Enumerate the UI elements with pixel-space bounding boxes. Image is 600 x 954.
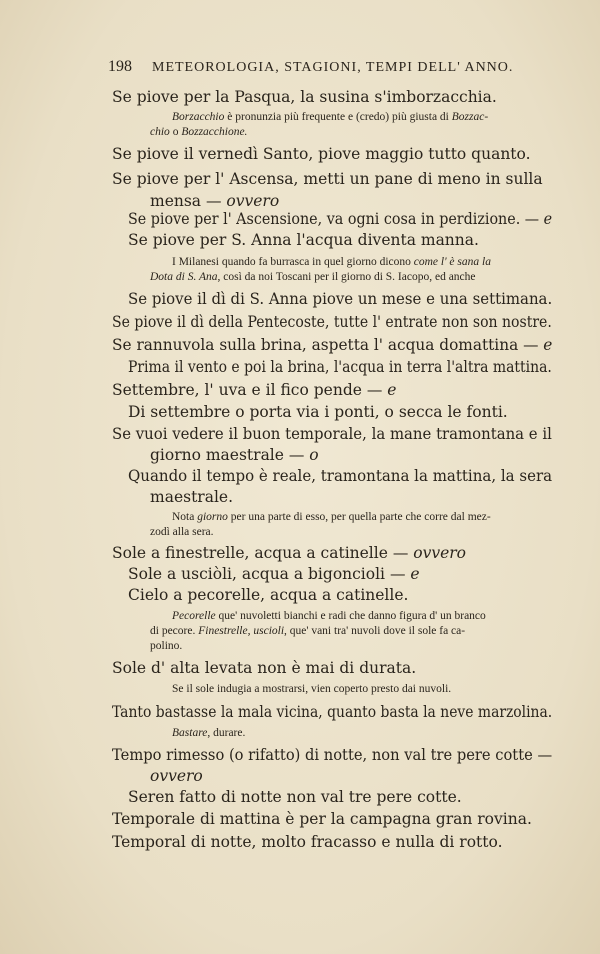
footnote-italic: Bastare [172,727,208,739]
footnote-text: , durare. [207,727,246,739]
footnote-italic: chio [150,126,170,138]
proverb-line [150,192,279,210]
footnote-text: per una parte di esso, per quella parte che corre dal mez- [227,511,491,523]
proverb-line: maestrale. [150,488,234,506]
proverb-line: Se piove per S. Anna l'acqua diventa manna. [128,231,479,249]
proverb-line: Temporal di notte, molto fracasso e nulla di rotto. [112,833,503,851]
proverb-italic: e [543,210,553,228]
footnote-italic: Bozzacchione. [181,126,248,138]
proverb-line: Cielo a pecorelle, acqua a catinelle. [128,586,409,604]
footnote-line [172,727,245,739]
proverb-text: Sole a usciòli, acqua a bigoncioli — [128,565,411,583]
proverb-line: Sole d' alta levata non è mai di durata. [112,659,417,677]
proverb-italic: e [387,381,397,399]
proverb-line [150,767,203,785]
proverb-line [112,336,552,354]
proverb-text: Se piove per l' Ascensione, va ogni cosa in perdizione. — [128,210,544,228]
proverb-line [128,565,420,583]
proverb-italic: ovvero [150,767,203,785]
footnote-italic: giorno [197,511,228,523]
footnote-line: Se il sole indugia a mostrarsi, vien coperto presto dai nuvoli. [172,683,452,695]
footnote-line [172,256,491,268]
footnote-text: , così da noi Toscani per il giorno di S. Iacopo, ed anche [217,271,476,283]
proverb-line: Temporale di mattina è per la campagna gran rovina. [112,810,532,828]
proverb-text: Se rannuvola sulla brina, aspetta l' acqua domattina — [112,336,544,354]
footnote-line: polino. [150,640,183,652]
proverb-text: mensa — [150,192,227,210]
footnote-italic: Finestrelle, uscioli [198,625,285,637]
proverb-line: Se piove per l' Ascensa, metti un pane di meno in sulla [112,170,543,188]
proverb-line: Seren fatto di notte non val tre pere cotte. [128,788,462,806]
proverb-line [112,381,396,399]
footnote-italic: Bozzac- [451,111,489,123]
footnote-line [172,111,488,123]
proverb-line: Se vuoi vedere il buon temporale, la mane tramontana e il [112,425,552,443]
footnote-text: è pronunzia più frequente e (credo) più giusta di [224,111,452,123]
proverb-line: Se piove il dì di S. Anna piove un mese e una settimana. [128,290,553,308]
proverb-line: Tempo rimesso (o rifatto) di notte, non val tre pere cotte — [112,746,553,764]
footnote-italic: Dota di S. Ana [150,271,218,283]
proverb-italic: e [410,565,420,583]
proverb-line [128,210,552,228]
proverb-italic: o [309,446,319,464]
proverb-text: Settembre, l' uva e il fico pende — [112,381,388,399]
page-number: 198 [108,58,132,75]
proverb-italic: ovvero [226,192,280,210]
proverb-line: Se piove il dì della Pentecoste, tutte l' entrate non son nostre. [112,313,552,331]
proverb-line: Quando il tempo è reale, tramontana la mattina, la sera [128,467,553,485]
footnote-text: que' nuvoletti bianchi e radi che danno figura d' un branco [215,610,486,622]
proverb-line: Prima il vento e poi la brina, l'acqua in terra l'altra mattina. [128,358,552,376]
proverb-italic: e [543,336,553,354]
footnote-line: zodì alla sera. [150,526,214,538]
footnote-italic: Borzacchio [172,111,225,123]
proverb-text: giorno maestrale — [150,446,310,464]
footnote-line [150,271,476,283]
footnote-text: di pecore. [150,625,199,637]
footnote-line [172,610,486,622]
running-title: METEOROLOGIA, STAGIONI, TEMPI DELL' ANNO. [152,60,514,75]
footnote-text: Nota [172,511,198,523]
footnote-italic: Pecorelle [172,610,216,622]
footnote-text: I Milanesi quando fa burrasca in quel giorno dicono [172,256,414,268]
proverb-line: Tanto bastasse la mala vicina, quanto basta la neve marzolina. [112,703,553,721]
proverb-line: Di settembre o porta via i ponti, o secca le fonti. [128,403,508,421]
footnote-line [150,625,465,637]
proverb-italic: ovvero [413,544,467,562]
footnote-line [172,511,491,523]
footnote-line [150,126,247,138]
proverb-line: Se piove il vernedì Santo, piove maggio tutto quanto. [112,145,531,163]
proverb-line: Se piove per la Pasqua, la susina s'imborzacchia. [112,88,497,106]
proverb-line [112,544,466,562]
footnote-text: o [169,126,182,138]
footnote-italic: come l' è sana la [413,256,491,268]
proverb-text: Sole a finestrelle, acqua a catinelle — [112,544,414,562]
proverb-line [150,446,319,464]
footnote-text: , que' vani tra' nuvoli dove il sole fa ca- [284,625,466,637]
